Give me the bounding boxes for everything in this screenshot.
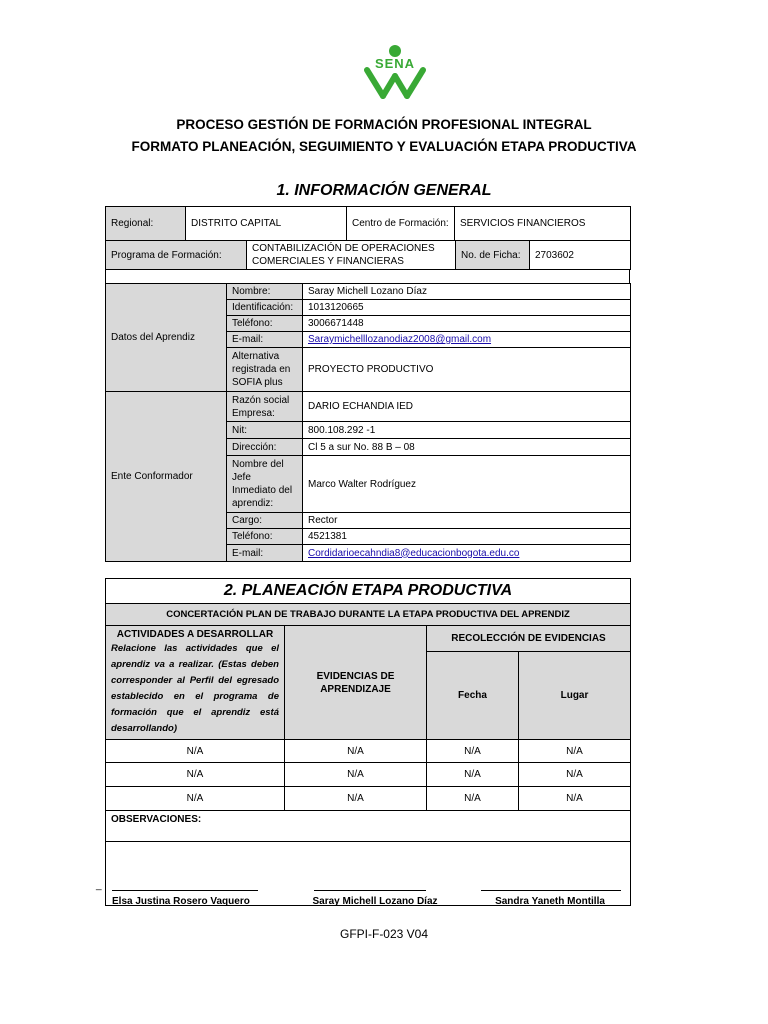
sena-logo [363, 44, 427, 106]
dir-label: Dirección: [227, 439, 303, 456]
ente-label: Ente Conformador [106, 392, 227, 562]
row-cell: N/A [427, 763, 519, 787]
row-cell: N/A [519, 740, 631, 763]
signature-2: Saray Michell Lozano Díaz [312, 896, 438, 907]
ficha-label: No. de Ficha: [456, 241, 530, 270]
regional-value: DISTRITO CAPITAL [186, 207, 347, 241]
signature-1: Elsa Justina Rosero Vaquero [112, 896, 250, 907]
programa-label: Programa de Formación: [106, 241, 247, 270]
cargo-label: Cargo: [227, 513, 303, 529]
planeacion-table [105, 578, 631, 906]
cargo-value: Rector [303, 513, 631, 529]
header-line-1: PROCESO GESTIÓN DE FORMACIÓN PROFESIONAL INTEGRAL [176, 117, 592, 132]
signature-line-3 [481, 890, 621, 891]
jefe-value: Marco Walter Rodríguez [303, 456, 631, 513]
razon-value: DARIO ECHANDIA IED [303, 392, 631, 422]
col-actividades: ACTIVIDADES A DESARROLLAR [116, 629, 274, 640]
tel-value: 3006671448 [303, 316, 631, 332]
regional-label: Regional: [106, 207, 186, 241]
empty-cell [106, 270, 630, 284]
section-2-subtitle: CONCERTACIÓN PLAN DE TRABAJO DURANTE LA ETAPA PRODUCTIVA DEL APRENDIZ [106, 604, 631, 626]
centro-value: SERVICIOS FINANCIEROS [455, 207, 631, 241]
email2-label: E-mail: [227, 545, 303, 562]
tel-label: Teléfono: [227, 316, 303, 332]
table-row [106, 740, 631, 763]
row-cell: N/A [427, 787, 519, 811]
col-actividades-desc: Relacione las actividades que el aprendiz va a realizar. (Estas deben corresponder al Perfil del egresado establecido en el programa de formación que el aprendiz está desarrollando) [111, 643, 279, 734]
col-fecha: Fecha [427, 652, 519, 740]
signature-line-1 [112, 890, 258, 891]
general-info-table [105, 206, 631, 241]
nombre-label: Nombre: [227, 284, 303, 300]
row-cell: N/A [285, 787, 427, 811]
logo-text: SENA [374, 56, 416, 71]
nit-value: 800.108.292 -1 [303, 422, 631, 439]
jefe-label: Nombre del Jefe Inmediato del aprendiz: [227, 456, 303, 513]
col-evidencias: EVIDENCIAS DE APRENDIZAJE [285, 626, 427, 740]
row-cell: N/A [106, 740, 285, 763]
email-label: E-mail: [227, 332, 303, 348]
row-cell: N/A [519, 763, 631, 787]
row-cell: N/A [106, 787, 285, 811]
programa-table [105, 240, 631, 270]
dir-value: Cl 5 a sur No. 88 B – 08 [303, 439, 631, 456]
col-recoleccion: RECOLECCIÓN DE EVIDENCIAS [427, 626, 631, 652]
row-cell: N/A [106, 763, 285, 787]
signature-line-2 [314, 890, 426, 891]
aprendiz-label: Datos del Aprendiz [106, 284, 227, 392]
nombre-value: Saray Michell Lozano Díaz [303, 284, 631, 300]
email2-link[interactable]: Cordidarioecahndia8@educacionbogota.edu.co [308, 547, 520, 559]
section-1-title: 1. INFORMACIÓN GENERAL [276, 182, 492, 199]
spacer-row [105, 269, 630, 284]
tel2-value: 4521381 [303, 529, 631, 545]
observaciones-label: OBSERVACIONES: [106, 811, 631, 842]
footer-code: GFPI-F-023 V04 [339, 927, 429, 941]
signature-3: Sandra Yaneth Montilla [495, 896, 605, 907]
tel2-label: Teléfono: [227, 529, 303, 545]
section-2-title: 2. PLANEACIÓN ETAPA PRODUCTIVA [223, 581, 513, 599]
ficha-value: 2703602 [530, 241, 631, 270]
table-row [106, 787, 631, 811]
row-cell: N/A [285, 740, 427, 763]
row-cell: N/A [427, 740, 519, 763]
programa-value: CONTABILIZACIÓN DE OPERACIONES COMERCIALES Y FINANCIERAS [247, 241, 456, 270]
alt-value: PROYECTO PRODUCTIVO [303, 348, 631, 392]
table-row [106, 763, 631, 787]
id-value: 1013120665 [303, 300, 631, 316]
dash-mark: _ [96, 880, 102, 891]
centro-label: Centro de Formación: [347, 207, 455, 241]
id-label: Identificación: [227, 300, 303, 316]
alt-label: Alternativa registrada en SOFIA plus [227, 348, 303, 392]
email-link[interactable]: Saraymichelllozanodiaz2008@gmail.com [308, 334, 492, 345]
aprendiz-table [105, 283, 631, 562]
row-cell: N/A [285, 763, 427, 787]
razon-label: Razón social Empresa: [227, 392, 303, 422]
header-line-2: FORMATO PLANEACIÓN, SEGUIMIENTO Y EVALUACIÓN ETAPA PRODUCTIVA [131, 139, 637, 154]
nit-label: Nit: [227, 422, 303, 439]
col-lugar: Lugar [519, 652, 631, 740]
row-cell: N/A [519, 787, 631, 811]
